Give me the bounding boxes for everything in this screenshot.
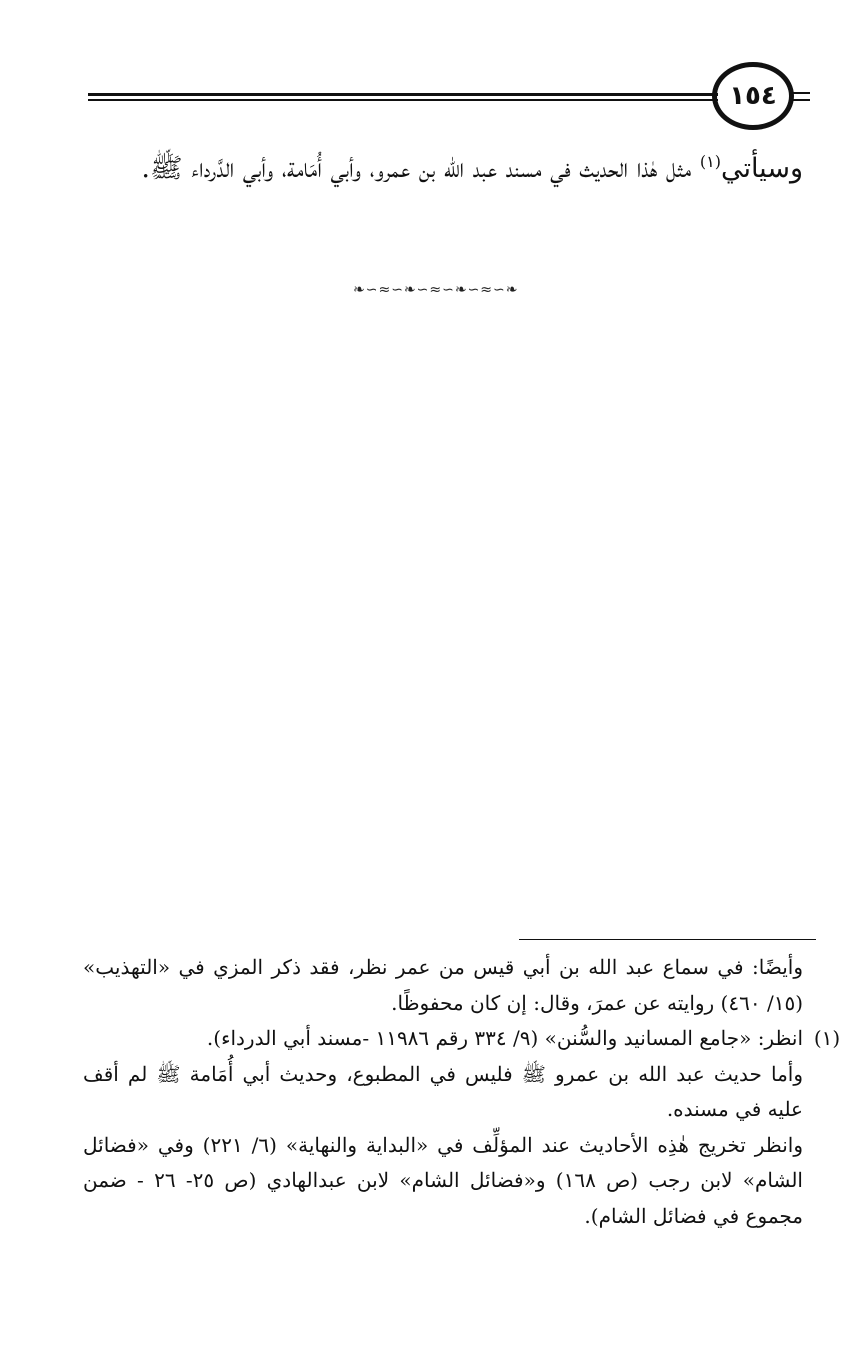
- section-ornament: ❧∽≈∽❧∽≈∽❧∽≈∽❧: [353, 282, 519, 298]
- page-number: ١٥٤: [729, 81, 777, 111]
- page-number-badge: [712, 62, 794, 130]
- footnote-1: [83, 1021, 841, 1234]
- header-rule-stub-top: [792, 92, 810, 94]
- main-text-start: وسيأتي: [720, 153, 803, 184]
- header-rule-stub-bottom: [792, 99, 810, 101]
- header-rule-bottom: [88, 99, 718, 101]
- footnote-1-paragraph-2: وأما حديث عبد الله بن عمرو ﷺ فليس في المطبوع، وحديث أبي أُمَامة ﷺ لم أقف عليه في مسنده.: [83, 1061, 803, 1121]
- footnote-1-paragraph-3: وانظر تخريج هٰذِه الأحاديث عند المؤلِّف في «البداية والنهاية» (٦/ ٢٢١) وفي «فضائل الشام» لابن رجب (ص ١٦٨) و«فضائل الشام» لابن عبدالهادي (ص ٢٥- ٢٦ - ضمن مجموع في فضائل الشام).: [83, 1132, 803, 1228]
- footnote-1-number: (١): [813, 1026, 841, 1050]
- footnotes: [83, 950, 841, 1234]
- footnote-continuation: وأيضًا: في سماع عبد الله بن أبي قيس من عمر نظر، فقد ذكر المزي في «التهذيب» (١٥/ ٤٦٠) روايته عن عمرَ، وقال: إن كان محفوظًا.: [83, 955, 803, 1015]
- main-text-rest: مثل هٰذا الحديث في مسند عبد الله بن عمرو، وأبي أُمَامة، وأبي الدَّرداء ﷺ.: [141, 153, 700, 184]
- footnote-ref-marker: (١): [699, 152, 721, 171]
- header-rule-top: [88, 93, 718, 96]
- main-text: [78, 142, 803, 196]
- footnote-separator: [519, 939, 816, 940]
- footnote-1-paragraph-1: انظر: «جامع المسانيد والسُّنن» (٩/ ٣٣٤ رقم ١١٩٨٦ -مسند أبي الدرداء).: [206, 1026, 803, 1050]
